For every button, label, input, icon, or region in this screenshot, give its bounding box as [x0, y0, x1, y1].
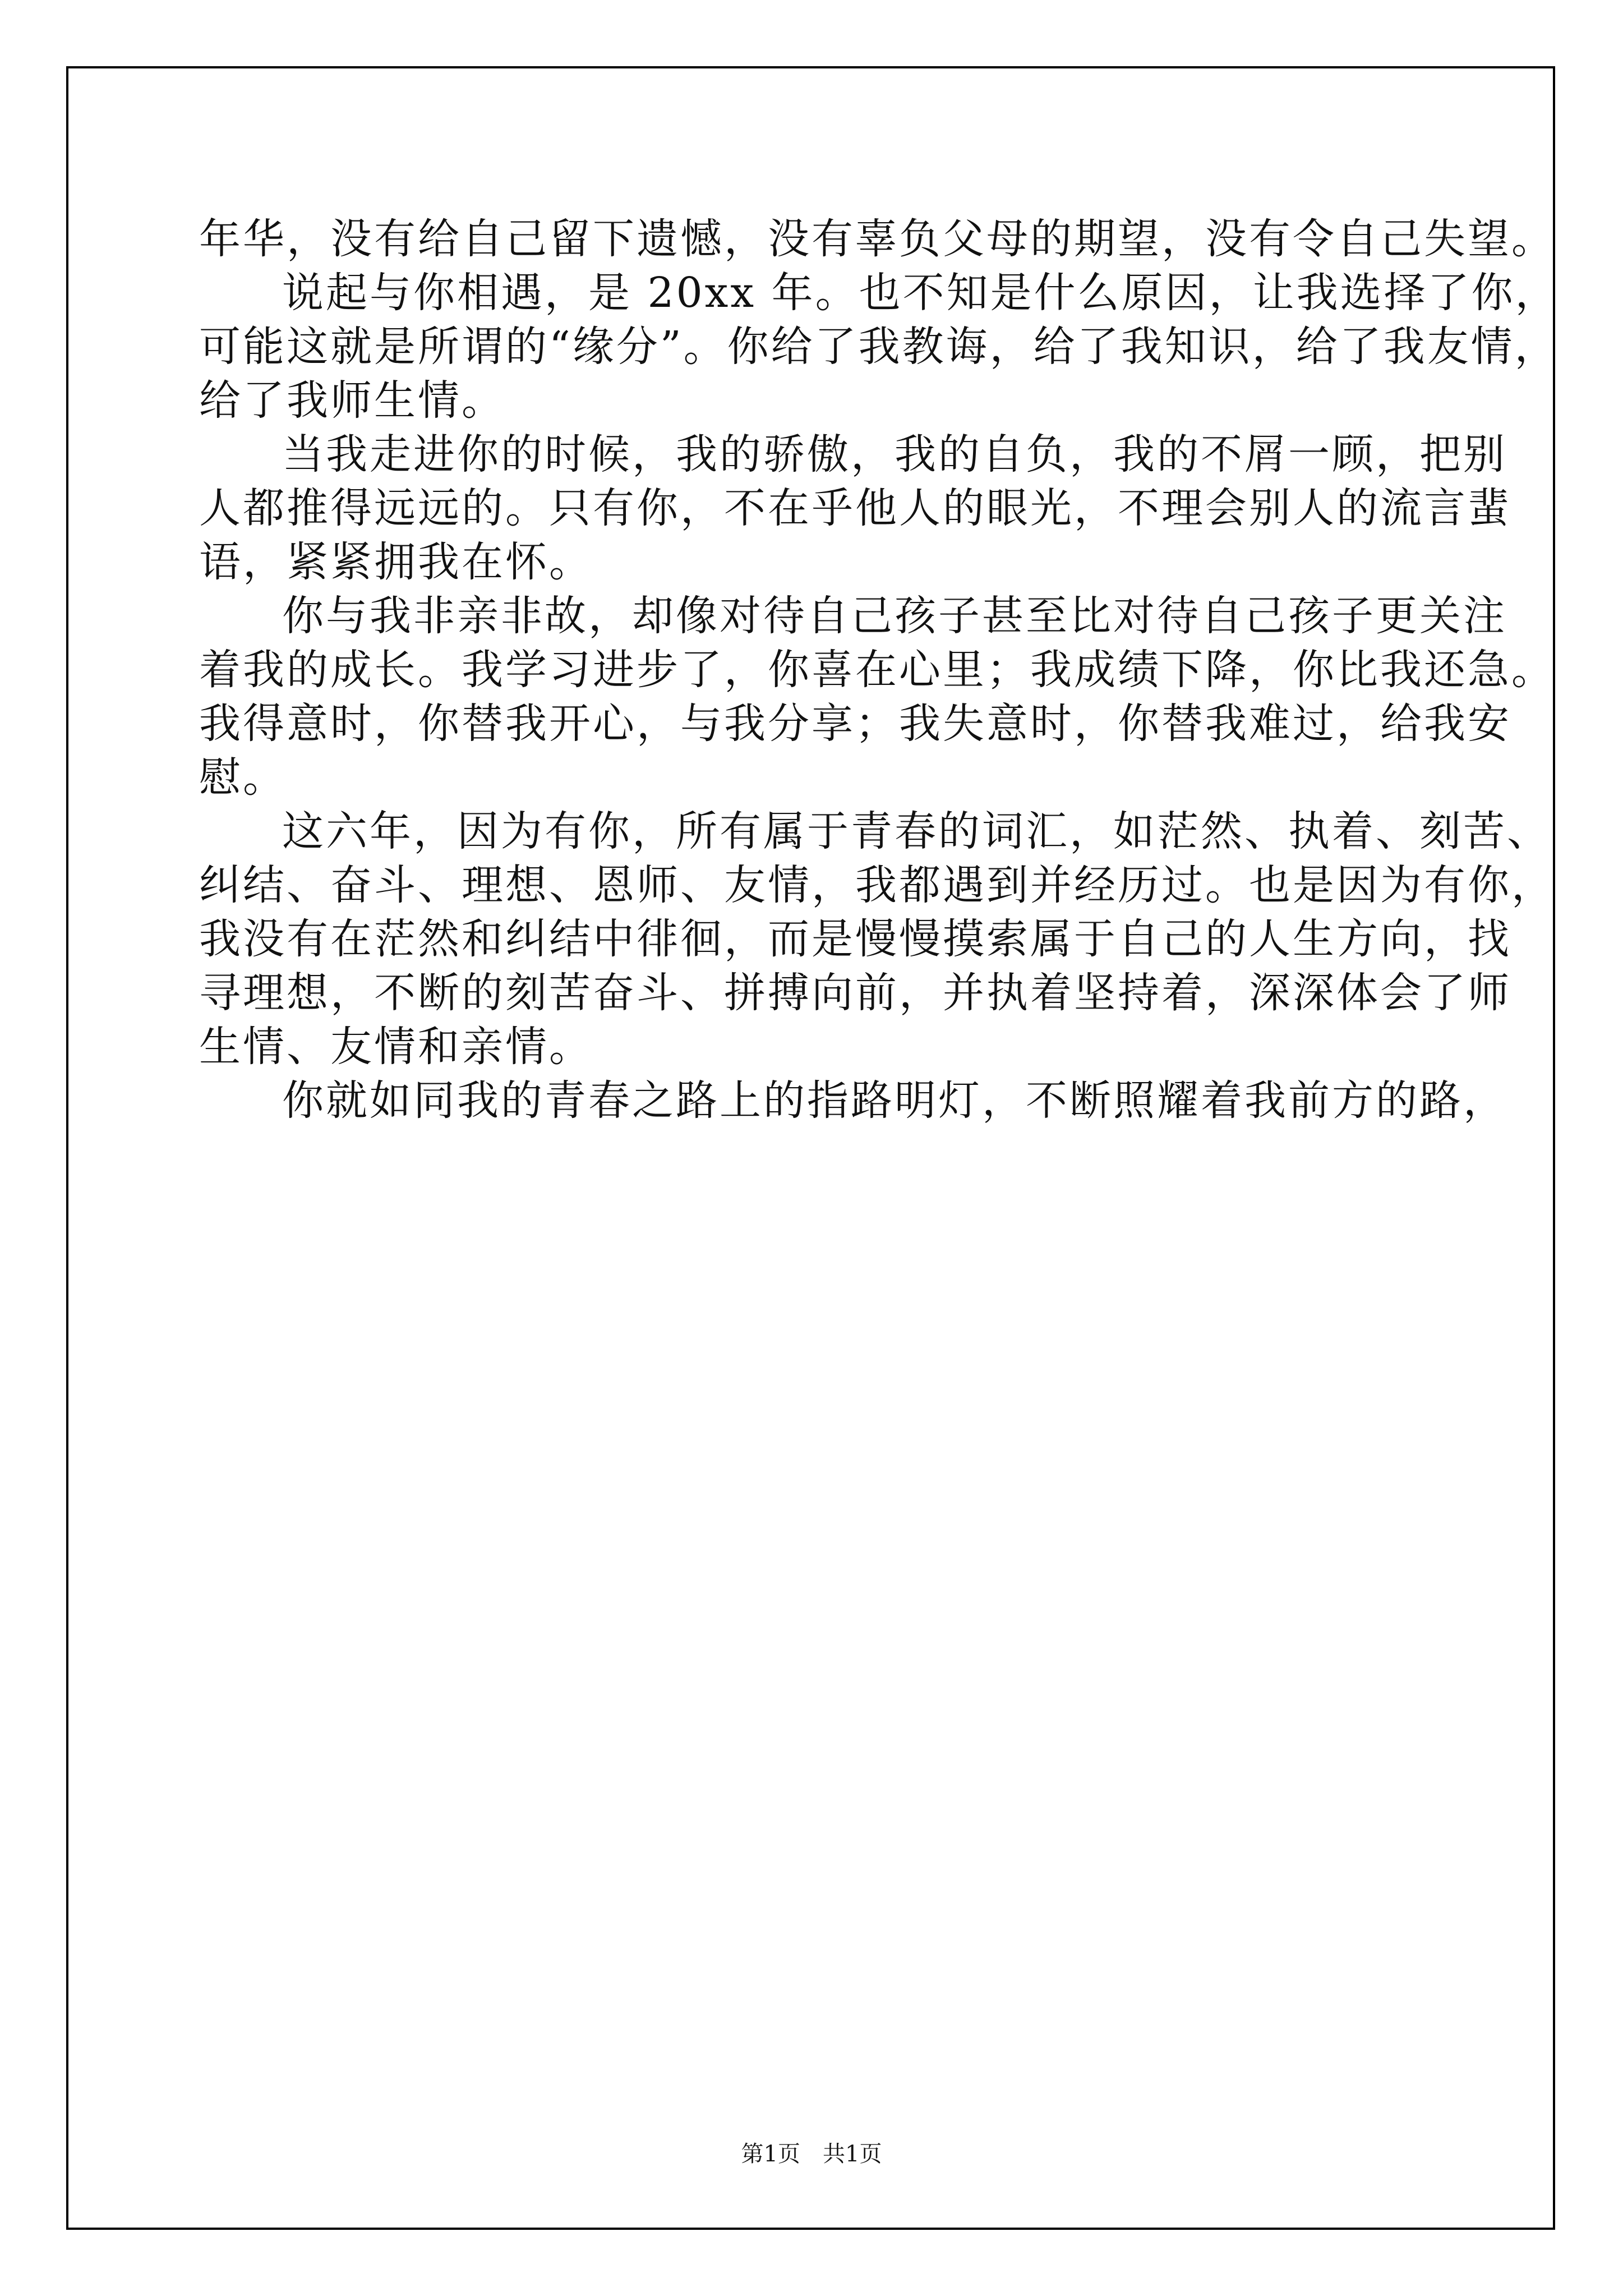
text-line: 语，紧紧拥我在怀。 [199, 538, 593, 586]
document-body [199, 212, 1559, 1128]
text-line: 给了我师生情。 [199, 376, 505, 425]
text-line: 我得意时，你替我开心，与我分享；我失意时，你替我难过，给我安 [199, 700, 1511, 748]
paragraph-start-line: 说起与你相遇，是 20xx 年。也不知是什么原因，让我选择了你， [282, 269, 1559, 317]
page-footer: 第1页 共1页 [741, 2141, 882, 2167]
text-line: 纠结、奋斗、理想、恩师、友情，我都遇到并经历过。也是因为有你， [199, 861, 1555, 909]
paragraph-start-line: 你与我非亲非故，却像对待自己孩子甚至比对待自己孩子更关注 [282, 592, 1507, 640]
text-line: 人都推得远远的。只有你，不在乎他人的眼光，不理会别人的流言蜚 [199, 484, 1511, 532]
text-line: 寻理想，不断的刻苦奋斗、拼搏向前，并执着坚持着，深深体会了师 [199, 969, 1511, 1017]
text-line: 慰。 [199, 753, 287, 802]
text-line: 年华，没有给自己留下遗憾，没有辜负父母的期望，没有令自己失望。 [199, 215, 1555, 263]
paragraph-start-line: 当我走进你的时候，我的骄傲，我的自负，我的不屑一顾，把别 [282, 430, 1507, 478]
text-line: 着我的成长。我学习进步了，你喜在心里；我成绩下降，你比我还急。 [199, 646, 1555, 694]
paragraph-start-line: 你就如同我的青春之路上的指路明灯，不断照耀着我前方的路， [282, 1076, 1507, 1125]
text-line: 我没有在茫然和纠结中徘徊，而是慢慢摸索属于自己的人生方向，找 [199, 915, 1511, 963]
paragraph-start-line: 这六年，因为有你，所有属于青春的词汇，如茫然、执着、刻苦、 [282, 807, 1551, 855]
text-line: 生情、友情和亲情。 [199, 1023, 593, 1071]
text-line: 可能这就是所谓的“缘分”。你给了我教诲，给了我知识，给了我友情， [199, 323, 1559, 371]
